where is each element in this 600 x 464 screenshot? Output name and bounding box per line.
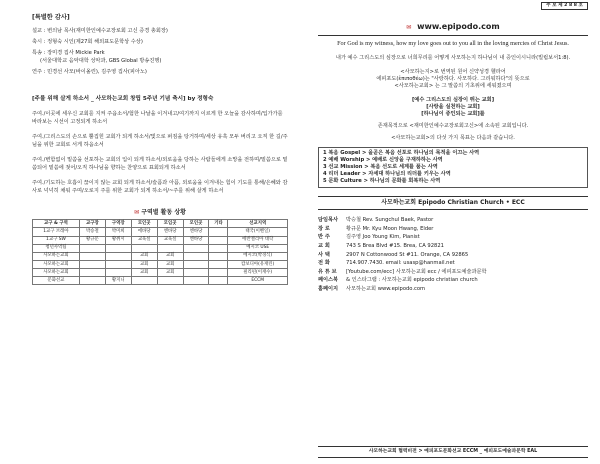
- explanation: [318, 69, 588, 90]
- info-row: [318, 226, 588, 233]
- info-row: [318, 260, 588, 267]
- table-cell: 엔바당: [183, 228, 209, 236]
- table-cell: 태국(이벤일): [228, 228, 288, 236]
- explanation-line: 에피포도(ἐπιποθέω)는 "사랑하다. 사모하다. 그리워하다"의 뜻으로: [376, 75, 530, 82]
- vision-banner: 사모하는교회 협력비전 > 예피포도문화선교 ECCM _ 예피포도예술과문학 EAL: [318, 446, 588, 458]
- table-cell: 1교구 브레아: [33, 228, 80, 236]
- table-cell: 캄보디아(유재린): [228, 260, 288, 268]
- church-name: 사모하는교회 Epipodo Christian Church • ECC: [318, 196, 588, 210]
- table-cell: 청년사역팀: [33, 244, 80, 252]
- info-value: 황규문 Mr. Kyu Moon Hwang, Elder: [346, 225, 434, 232]
- info-value: 2907 N Cottonwood St #11. Orange, CA 92865: [346, 251, 469, 258]
- explanation-line: <사모하는교회> 는 그 말씀의 기초위에 세워졌으며: [394, 82, 512, 89]
- thanks-line: 특송 : 장미경 집사 Mickie Park: [32, 50, 105, 57]
- table-cell: 엔바당: [157, 228, 183, 236]
- table-cell: [157, 244, 183, 252]
- table-cell: [79, 260, 105, 268]
- activity-title: ✉ 구역별 활동 상황: [134, 209, 186, 217]
- table-cell: [183, 252, 209, 260]
- prayer-poem: [32, 111, 288, 195]
- table-row: [33, 252, 288, 260]
- col-header: 교구 & 구역: [33, 220, 80, 228]
- table-cell: 교회: [157, 260, 183, 268]
- table-cell: 황규문: [79, 236, 105, 244]
- thanks-title: [특별한 감사]: [32, 14, 70, 21]
- info-value: 김주영 Joo Young Kim, Pianist: [346, 234, 420, 241]
- verse-korean: 내가 예수 그리스도의 심장으로 너희무리를 어떻게 사모하는지 하나님이 내 증인이시니라(빌립보서1:8).: [335, 54, 571, 61]
- right-page: [300, 0, 600, 464]
- activity-table-body: [33, 228, 288, 285]
- info-row: [318, 277, 588, 284]
- info-key: 홈페이지: [318, 286, 339, 293]
- table-cell: 교회: [131, 269, 157, 277]
- prayer-stanza: 주여./기도하는 호흡이 끊이지 않는 교회 되게 하소서/슬픔과 아픔, 외로움을 이겨내는 힘이 기도를 통해/은혜와 감사로 넉넉히 채워 주며/오로지 주를 위한 교회가 되게 하소서/~주를 위해 살게 하소서: [32, 180, 288, 194]
- goal-item: 4 리더 Leader > 자세대 하나님의 리더를 키우는 사역: [323, 171, 451, 178]
- info-value: 743 S Brea Blvd #15. Brea, CA 92821: [346, 243, 444, 249]
- table-cell: [79, 277, 105, 285]
- table-cell: 사모하는교회: [33, 260, 80, 268]
- table-cell: 에반젤리아 대학: [228, 236, 288, 244]
- info-value[interactable]: & 인스타그램 : 사모하는교회 epipodo christian church: [346, 277, 478, 284]
- table-cell: 교회: [131, 260, 157, 268]
- table-cell: 에시코(박경식): [228, 252, 288, 260]
- table-row: [33, 260, 288, 268]
- table-cell: 사모하는교회: [33, 269, 80, 277]
- motto: [318, 97, 588, 118]
- info-value: 박승철 Rev. Sungchul Baek, Pastor: [346, 217, 434, 224]
- table-cell: [105, 244, 131, 252]
- info-row: [318, 243, 588, 250]
- info-row: [318, 286, 588, 293]
- thanks-line: 설교 : 변의남 목사(재미한인예수교장로회 고신 증경 총회장): [32, 28, 168, 35]
- info-value[interactable]: [Youtube.com/ecc] 사모하는교회 ecc / 에피포도예술과문학: [346, 268, 487, 275]
- table-cell: [209, 260, 228, 268]
- table-cell: [79, 252, 105, 260]
- table-cell: [209, 277, 228, 285]
- table-cell: [131, 277, 157, 285]
- table-cell: [209, 252, 228, 260]
- table-cell: 교회: [157, 269, 183, 277]
- info-key: 장 로: [318, 225, 330, 232]
- thanks-line: 연주 : 민경선 사모(바이올린), 김주영 집사(피아노): [32, 69, 147, 76]
- table-row: [33, 228, 288, 236]
- site-banner: [318, 22, 588, 36]
- prayer-title: [주를 위해 살게 하소서 _ 사모하는교회 창립 5주년 기념 축시] by 정형숙: [32, 96, 214, 103]
- table-cell: 교육실: [131, 236, 157, 244]
- table-cell: ECCM: [228, 277, 288, 285]
- col-header: 기타: [209, 220, 228, 228]
- col-header: 교구장: [79, 220, 105, 228]
- info-value[interactable]: 사모하는교회 www.epipodo.com: [346, 286, 426, 293]
- table-cell: 문화선교: [33, 277, 80, 285]
- info-row: [318, 217, 588, 224]
- table-cell: [183, 269, 209, 277]
- table-row: [33, 277, 288, 285]
- table-cell: 예시코 USE: [228, 244, 288, 252]
- table-row: [33, 269, 288, 277]
- goal-item: 2 예배 Worship > 예배로 신앙을 구재하하는 사역: [323, 157, 443, 164]
- info-row: [318, 269, 588, 276]
- prayer-stanza: 주여./이곳에 세우신 교회를 지켜 주옵소서/험한 나날을 이겨내고/여기까지 이르게 한 오늘을 감사하며/입가가를 바라보는 시선이 고정되게 하소서: [32, 110, 283, 125]
- site-url[interactable]: www.epipodo.com: [417, 22, 500, 31]
- info-key: 교 회: [318, 243, 330, 249]
- table-cell: [209, 244, 228, 252]
- goal-item: 1 복음 Gospel > 을곧은 복음 선포로 하나님의 목적을 이끄는 사역: [323, 150, 480, 156]
- table-cell: 1교구 SW: [33, 236, 80, 244]
- church-info: [318, 217, 588, 293]
- purpose: 존재목적으로 <재미한인예수교장로회고신>에 소속된 교회입니다.: [377, 122, 529, 129]
- table-cell: 교회: [157, 252, 183, 260]
- info-key: 반 주: [318, 234, 330, 241]
- table-cell: 교육실: [157, 236, 183, 244]
- table-cell: [105, 269, 131, 277]
- table-cell: [183, 277, 209, 285]
- table-cell: [183, 244, 209, 252]
- col-header: 모인곳: [183, 220, 209, 228]
- col-header: 구역장: [105, 220, 131, 228]
- activity-table: [32, 219, 288, 285]
- bulletin-number: 주 보 제 2 8 8 호: [541, 2, 588, 10]
- info-key: 담임목사: [318, 217, 339, 224]
- table-row: [33, 244, 288, 252]
- info-key: 전 화: [318, 260, 330, 267]
- col-header: 모임곳: [157, 220, 183, 228]
- table-cell: [157, 277, 183, 285]
- prayer-stanza: 주여./그리스도의 손으로 뿔집힌 교회가 되게 하소서/빛으로 퍼짐을 탕거하며/세상 유혹 모두 버리고 오직 한 길/주님을 위한 교회로 서게 하옵소서: [32, 134, 288, 148]
- table-cell: 교회: [131, 252, 157, 260]
- table-cell: 박미희: [105, 228, 131, 236]
- goals-box: [318, 147, 588, 188]
- info-row: [318, 234, 588, 241]
- info-key: 사 택: [318, 251, 330, 258]
- info-key: 유 튜 브: [318, 268, 337, 275]
- col-header: 선교지역: [228, 220, 288, 228]
- info-value[interactable]: 714.907.7430. email: usasp@hanmail.net: [346, 260, 455, 267]
- motto-line: [예수 그리스도의 심장이 뛰는 교회]: [411, 96, 495, 103]
- table-cell: [79, 269, 105, 277]
- table-cell: [105, 260, 131, 268]
- table-cell: 황쥐시: [105, 236, 131, 244]
- goal-intro: <사모하는교회>의 다섯 가지 목표는 다음과 같습니다.: [391, 134, 515, 141]
- thanks-list: [32, 28, 288, 76]
- goal-item: 5 문화 Culture > 하나님의 문화를 회복하는 사역: [323, 178, 441, 185]
- table-cell: [79, 244, 105, 252]
- table-header-row: [33, 220, 288, 228]
- table-cell: [131, 244, 157, 252]
- info-row: [318, 252, 588, 259]
- table-cell: 에바당: [131, 228, 157, 236]
- table-cell: [209, 236, 228, 244]
- flag-icon: ✉: [134, 209, 140, 217]
- explanation-line: <사모하는지>로 번역된 원어 신약성경 헬라어: [400, 68, 506, 75]
- table-cell: [209, 228, 228, 236]
- prayer-stanza: 주여./변함없이 밑씀을 선포하는 교회의 입이 되게 하소서/외로움을 당하는 사람들에게 소망을 전하며/밑씀으로 밑씀되어 밑씀에 젖어/오직 하나님을 향하는 찬양으로 표회되게 하소서: [32, 157, 288, 171]
- motto-line: [사랑을 실천하는 교회]: [426, 103, 480, 110]
- table-cell: [209, 269, 228, 277]
- table-cell: [183, 260, 209, 268]
- table-cell: 엔바당: [183, 236, 209, 244]
- col-header: 모인곳: [131, 220, 157, 228]
- info-key: 페이스북: [318, 277, 339, 284]
- envelope-icon: ✉: [406, 24, 412, 31]
- goal-item: 3 선교 Mission > 복음 선도로 세계를 품는 사역: [323, 164, 438, 171]
- table-cell: 필리핀(이재수): [228, 269, 288, 277]
- verse-english: For God is my witness, how my love goes out to you all in the loving mercies of Christ Jesus.: [337, 39, 569, 47]
- table-cell: 황지니: [105, 277, 131, 285]
- thanks-line: 축시 : 정형숙 시인(제27회 해외표도문학상 수상): [32, 39, 143, 46]
- table-cell: 박승철: [79, 228, 105, 236]
- table-row: [33, 236, 288, 244]
- table-cell: 사모하는교회: [33, 252, 80, 260]
- motto-line: [하나님이 증인되는 교회]를: [421, 110, 485, 117]
- table-cell: [105, 252, 131, 260]
- thanks-line: (서울대학교 음악대학 성악과, GBS Global 방송진행): [40, 58, 162, 65]
